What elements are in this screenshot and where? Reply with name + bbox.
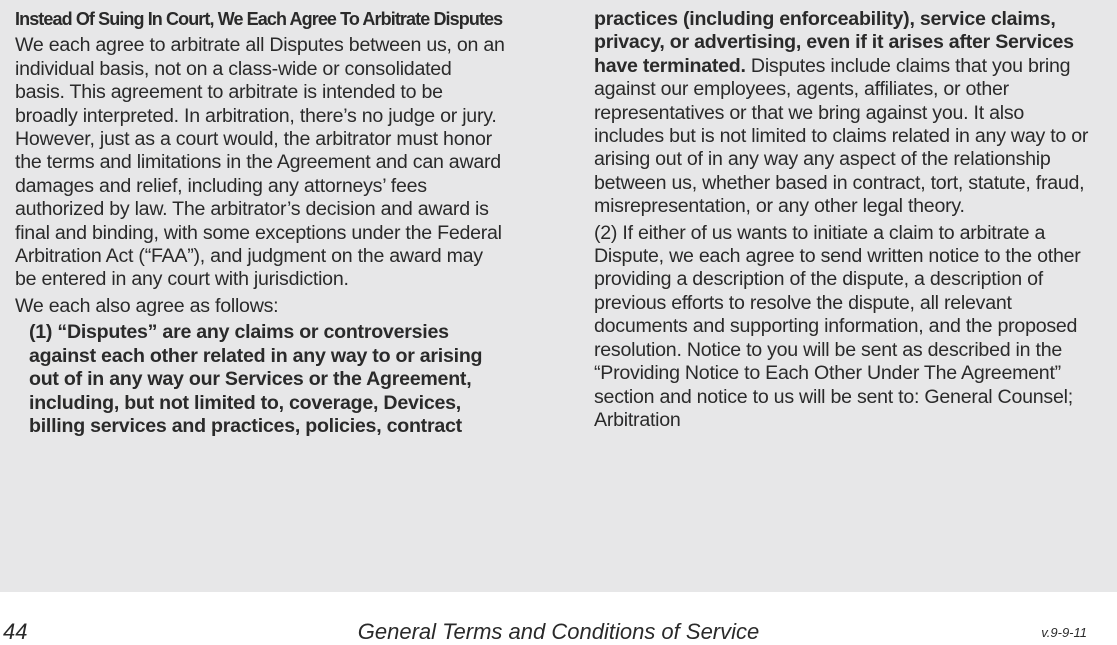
disputes-definition-regular: Disputes include claims that you bring against our employees, agents, affiliates, or other representatives or that we bring against you. It also includes but is not limited to claims related in any way to or arising out of in any way any aspect of the relationship between us, whether based in contract, tort, statute, fraud, misrepresentation, or any other legal theory.: [594, 54, 1089, 218]
section-heading: Instead Of Suing In Court, We Each Agree To Arbitrate Disputes: [15, 9, 503, 29]
version-label: v.9-9-11: [1041, 625, 1087, 640]
notice-paragraph: (2) If either of us wants to initiate a claim to arbitrate a Dispute, we each agree to send written notice to the other providing a description of the dispute, a description of previous efforts to resolve the dispute, all relevant documents and supporting information, and the proposed resolution. Notice to you will be sent as described in the “Providing Notice to Each Other Under The Agreement” section and notice to us will be sent to: General Counsel; Arbitration: [594, 221, 1081, 431]
footer-title: General Terms and Conditions of Service: [357, 619, 760, 644]
page-footer: [0, 592, 1117, 642]
disputes-definition: (1) “Disputes” are any claims or controversies against each other related in any way to or arising out of in any way our Services or the Agreement, including, but not limited to, coverage, Devices, billing services and practices, policies, contract: [29, 321, 483, 437]
left-column: [15, 8, 505, 441]
agreement-intro: We each also agree as follows:: [15, 294, 279, 317]
page-number: 44: [3, 619, 28, 644]
disputes-definition-continued: [594, 8, 1094, 219]
arbitration-paragraph: We each agree to arbitrate all Disputes between us, on an individual basis, not on a class-wide or consolidated basis. This agreement to arbitrate is intended to be broadly interpreted. In arbitration, there’s no judge or jury. However, just as a court would, the arbitrator must honor the terms and limitations in the Agreement and can award damages and relief, including any attorneys’ fees authorized by law. The arbitrator’s decision and award is final and binding, with some exceptions under the Federal Arbitration Act (“FAA”), and judgment on the award may be entered in any court with jurisdiction.: [15, 34, 505, 291]
right-column: [594, 8, 1094, 435]
disputes-definition-bold: practices (including enforceability), service claims, privacy, or advertising, even if it arises after Services have terminated.: [594, 8, 1074, 77]
